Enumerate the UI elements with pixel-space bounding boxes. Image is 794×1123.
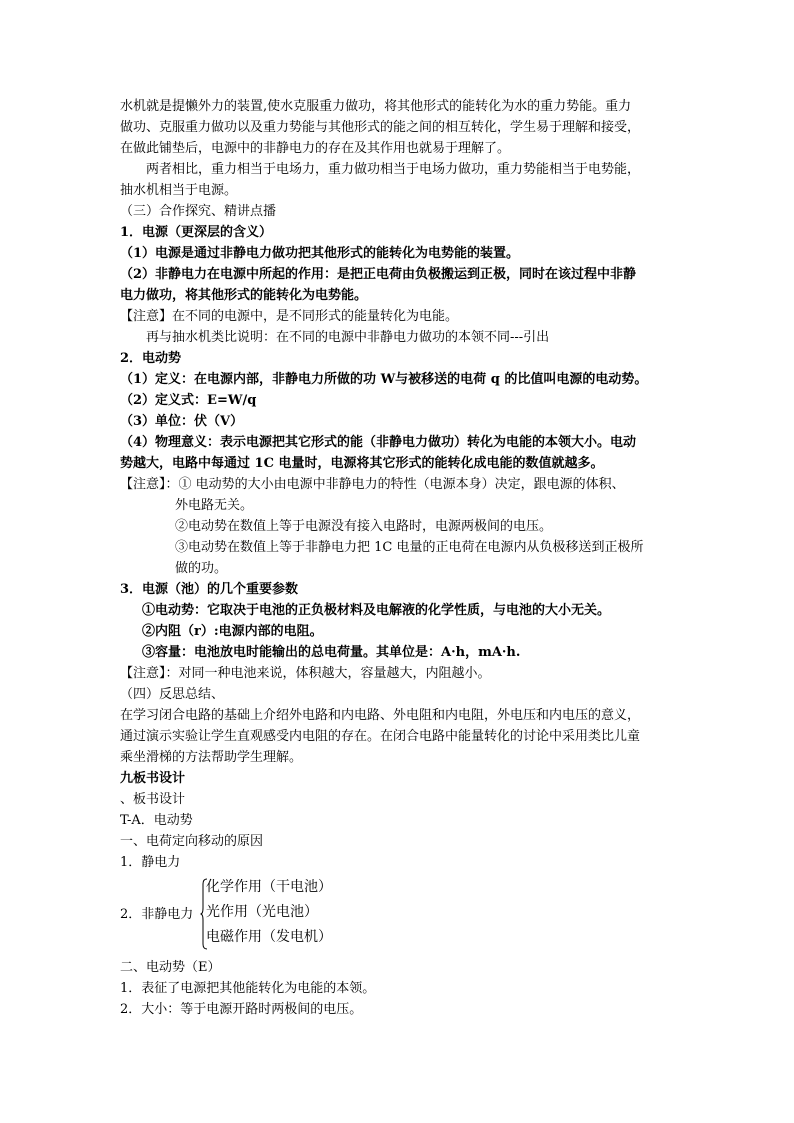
note-line: 【注意】：① 电动势的大小由电源中非静电力的特性（电源本身）决定，跟电源的体积、 (120, 477, 625, 492)
body-text-line: 抽水机相当于电源。 (120, 183, 238, 198)
note-line: 【注意】：对同一种电池来说，体积越大，容量越大，内阻越小。 (120, 666, 491, 681)
document-page (120, 96, 680, 1020)
body-text-line: 在做此铺垫后，电源中的非静电力的存在及其作用也就易于理解了。 (120, 141, 511, 156)
brace-label: 2．非静电力 (120, 907, 194, 922)
bold-text-line: （1）电源是通过非静电力做功把其他形式的能转化为电势能的装置。 (120, 246, 520, 261)
bold-text-line: ①电动势：它取决于电池的正负极材料及电解液的化学性质，与电池的大小无关。 (142, 603, 611, 618)
brace-group (120, 875, 680, 953)
bold-text-line: （2）定义式：E=W/q (120, 393, 257, 408)
subsection-heading: 3．电源（池）的几个重要参数 (120, 582, 299, 597)
body-text-line: 两者相比，重力相当于电场力，重力做功相当于电场力做功，重力势能相当于电势能， (146, 162, 641, 177)
note-line: 做的功。 (175, 561, 228, 576)
bold-text-line: ③容量：电池放电时能输出的总电荷量。其单位是：A·h，mA·h. (142, 645, 521, 660)
subsection-heading: 1．电源（更深层的含义） (120, 225, 273, 240)
bold-text-line: （4）物理意义：表示电源把其它形式的能（非静电力做功）转化为电能的本领大小。电动 (120, 435, 637, 450)
brace-item: 化学作用（干电池） (206, 879, 332, 895)
board-heading: 二、电动势（E） (120, 960, 221, 975)
body-text-line: 水机就是提懒外力的装置,使水克服重力做功，将其他形式的能转化为水的重力势能。重力 (120, 99, 632, 114)
note-line: 外电路无关。 (175, 498, 254, 513)
brace-item: 光作用（光电池） (206, 904, 318, 920)
board-title: T-A．电动势 (120, 813, 193, 828)
bold-text-line: 势越大，电路中每通过 1C 电量时，电源将其它形式的能转化成电能的数值就越多。 (120, 456, 604, 471)
subsection-heading: 2．电动势 (120, 351, 182, 366)
section-heading: （三）合作探究、精讲点播 (120, 204, 277, 219)
bold-text-line: ②内阻（r）:电源内部的电阻。 (142, 624, 323, 639)
body-text-line: 做功、克服重力做功以及重力势能与其他形式的能之间的相互转化，学生易于理解和接受， (120, 120, 641, 135)
bold-text-line: （3）单位：伏（V） (120, 414, 244, 429)
section-heading: （四）反思总结、 (120, 687, 225, 702)
brace-item: 电磁作用（发电机） (206, 929, 332, 945)
board-item: 1．静电力 (120, 855, 181, 870)
body-text-line: 、板书设计 (120, 792, 186, 807)
note-line: ②电动势在数值上等于电源没有接入电路时，电源两极间的电压。 (175, 519, 553, 534)
section-heading: 九板书设计 (120, 771, 186, 786)
body-text-line: 乘坐滑梯的方法帮助学生理解。 (120, 750, 303, 765)
bold-text-line: 电力做功，将其他形式的能转化为电势能。 (120, 288, 368, 303)
note-line: 【注意】在不同的电源中，是不同形式的能量转化为电能。 (120, 309, 459, 324)
bold-text-line: （2）非静电力在电源中所起的作用：是把正电荷由负极搬运到正极，同时在该过程中非静 (120, 267, 637, 282)
board-item: 2．大小：等于电源开路时两极间的电压。 (120, 1002, 363, 1017)
note-line: ③电动势在数值上等于非静电力把 1C 电量的正电荷在电源内从负极移送到正极所 (175, 540, 644, 555)
board-heading: 一、电荷定向移动的原因 (120, 834, 264, 849)
bold-text-line: （1）定义：在电源内部，非静电力所做的功 W与被移送的电荷 q 的比值叫电源的电动势。 (120, 372, 648, 387)
brace-items (206, 875, 332, 950)
board-item: 1．表征了电源把其他能转化为电能的本领。 (120, 981, 376, 996)
body-text-line: 通过演示实验让学生直观感受内电阻的存在。在闭合电路中能量转化的讨论中采用类比儿童 (120, 729, 641, 744)
body-text-line: 再与抽水机类比说明：在不同的电源中非静电力做功的本领不同---引出 (146, 330, 550, 345)
body-text-line: 在学习闭合电路的基础上介绍外电路和内电路、外电阻和内电阻，外电压和内电压的意义， (120, 708, 641, 723)
